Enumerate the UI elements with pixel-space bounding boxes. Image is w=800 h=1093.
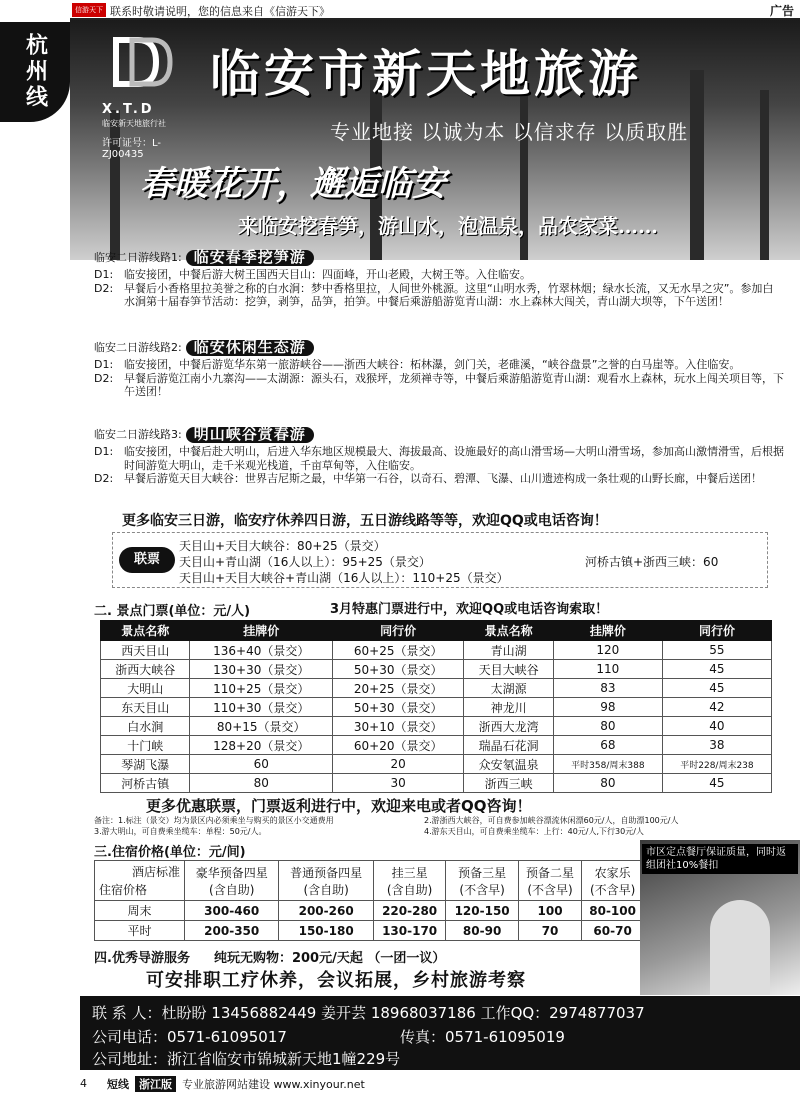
route-day: D2: 早餐后游览江南小九寨沟——太湖源：源头石，戏猴坪，龙须禅寺等，中餐后乘游船游览青山湖：观看水上森林，玩水上闯关项目等，下午送团！ (94, 371, 784, 398)
tree-silhouette (760, 90, 769, 260)
table-cell: 68 (553, 736, 662, 755)
table-cell: 浙西大龙湾 (464, 717, 553, 736)
table-cell: 琴湖飞瀑 (101, 755, 190, 774)
route-day: D1: 临安接团，中餐后游览华东第一旅游峡谷——浙西大峡谷：柘林瀑，剑门关，老碓溪，“峡谷盘景”之誉的白马崖等。入住临安。 (94, 358, 741, 371)
xtd-logo-icon (110, 34, 174, 90)
table-cell: 十门峡 (101, 736, 190, 755)
edition-badge: 浙江版 (135, 1076, 176, 1092)
hotel-section-title: 三.住宿价格(单位：元/间) (94, 845, 246, 860)
column-header: 预备三星 (不含早) (446, 861, 519, 901)
tree-silhouette (690, 70, 704, 260)
table-cell: 60-70 (582, 921, 644, 941)
combo-line: 天目山+青山湖（16人以上）：95+25（景交） (179, 555, 431, 569)
table-corner: 酒店标准 住宿价格 (95, 861, 185, 901)
table-cell: 浙西三峡 (464, 774, 553, 793)
table-cell: 平时 (95, 921, 185, 941)
table-cell: 110+25（景交） (190, 679, 333, 698)
table-cell: 20 (333, 755, 464, 774)
column-header: 景点名称 (464, 621, 553, 641)
table-cell: 80+15（景交） (190, 717, 333, 736)
table-cell: 45 (662, 660, 771, 679)
spa-photo (640, 840, 800, 995)
table-cell: 300-460 (185, 901, 279, 921)
ticket-price-table (100, 620, 772, 793)
combo-ticket-box (112, 532, 768, 588)
table-cell: 大明山 (101, 679, 190, 698)
table-cell: 110+30（景交） (190, 698, 333, 717)
table-cell: 60+20（景交） (333, 736, 464, 755)
spring-tagline: 春暖花开，邂逅临安 (140, 164, 446, 204)
table-cell: 55 (662, 641, 771, 660)
column-header: 挂三星 (含自助) (373, 861, 446, 901)
table-row (101, 736, 772, 755)
route-label: 临安二日游线路1: (94, 251, 182, 265)
table-cell: 浙西大峡谷 (101, 660, 190, 679)
ticket-promo: 3月特惠门票进行中，欢迎QQ或电话咨询索取！ (330, 602, 609, 617)
column-header: 豪华预备四星 (含自助) (185, 861, 279, 901)
top-notice: 联系时敬请说明，您的信息来自《信游天下》 (110, 5, 330, 18)
table-cell: 136+40（景交） (190, 641, 333, 660)
table-cell: 白水涧 (101, 717, 190, 736)
top-bar (70, 0, 800, 20)
table-cell: 98 (553, 698, 662, 717)
guide-price: 纯玩无购物：200元/天起 （一团一议） (213, 951, 446, 966)
contact-box (80, 996, 800, 1070)
guide-service (94, 947, 445, 966)
services-banner: 可安排职工疗休养，会议拓展，乡村旅游考察 (146, 970, 526, 991)
table-header (101, 621, 772, 641)
table-row (101, 679, 772, 698)
table-cell: 45 (662, 679, 771, 698)
hero-banner (70, 20, 800, 260)
table-cell: 80 (553, 717, 662, 736)
table-cell: 80-90 (446, 921, 519, 941)
table-cell: 60+25（景交） (333, 641, 464, 660)
table-cell: 100 (518, 901, 581, 921)
column-header: 挂牌价 (190, 621, 333, 641)
route-1 (94, 248, 784, 309)
more-routes-notice: 更多临安三日游，临安疗休养四日游，五日游线路等等，欢迎QQ或电话咨询！ (122, 513, 608, 529)
activity-tagline: 来临安挖春笋，游山水，泡温泉，品农家菜…… (238, 214, 658, 238)
table-cell: 平时228/周末238 (662, 755, 771, 774)
table-cell: 42 (662, 698, 771, 717)
table-cell: 80 (553, 774, 662, 793)
column-header: 挂牌价 (553, 621, 662, 641)
table-cell: 80-100 (582, 901, 644, 921)
table-row (101, 755, 772, 774)
company-logo (82, 30, 202, 160)
license-number: 许可证号：L-ZJ00435 (102, 138, 162, 160)
table-cell: 60 (190, 755, 333, 774)
page-footer (80, 1074, 800, 1093)
combo-line: 天目山+天目大峡谷+青山湖（16人以上）：110+25（景交） (179, 571, 509, 585)
ad-label: 广告 (769, 4, 794, 18)
region-tab: 杭州线 (0, 22, 70, 122)
table-cell: 200-260 (279, 901, 373, 921)
table-row (101, 717, 772, 736)
table-cell: 众安氡温泉 (464, 755, 553, 774)
route-2 (94, 338, 784, 399)
table-cell: 220-280 (373, 901, 446, 921)
table-cell: 50+30（景交） (333, 698, 464, 717)
table-header (95, 861, 644, 901)
table-cell: 河桥古镇 (101, 774, 190, 793)
table-cell: 神龙川 (464, 698, 553, 717)
column-header: 同行价 (662, 621, 771, 641)
footer-site: 专业旅游网站建设 www.xinyour.net (182, 1077, 365, 1091)
company-title: 临安市新天地旅游 (210, 45, 642, 103)
table-cell: 50+30（景交） (333, 660, 464, 679)
table-row (101, 698, 772, 717)
table-row (101, 641, 772, 660)
route-badge: 临安休闲生态游 (186, 340, 314, 356)
guide-title: 四.优秀导游服务 (94, 951, 190, 966)
note: 3.游大明山，可自费乘坐缆车：单程：50元/人。 (94, 827, 267, 836)
table-cell: 40 (662, 717, 771, 736)
column-header: 农家乐 (不含早) (582, 861, 644, 901)
footer-brand: 短线 (107, 1077, 129, 1091)
table-cell: 青山湖 (464, 641, 553, 660)
table-cell: 20+25（景交） (333, 679, 464, 698)
table-cell: 周末 (95, 901, 185, 921)
table-cell: 110 (553, 660, 662, 679)
route-3 (94, 425, 784, 486)
table-cell: 30+10（景交） (333, 717, 464, 736)
table-cell: 130+30（景交） (190, 660, 333, 679)
route-day: D1: 临安接团，中餐后赴大明山，后进入华东地区规模最大、海拔最高、设施最好的高山滑雪场—大明山滑雪场，参加高山激情滑雪，后根据时间游览大明山，走千米观光栈道，千亩草甸等，入住临安。 (94, 445, 784, 472)
contact-address: 公司地址：浙江省临安市锦城新天地1幢229号 (92, 1050, 401, 1068)
route-label: 临安二日游线路3: (94, 428, 182, 442)
logo-abbr: X.T.D (102, 102, 155, 117)
table-cell: 西天目山 (101, 641, 190, 660)
route-day: D2: 早餐后小香格里拉美誉之称的白水涧：梦中香格里拉，人间世外桃源。这里“山明水秀，竹翠林烟；绿水长流，又无水旱之灾”。参加白水涧第十届春笋节活动：挖笋，剥笋，品笋，拍笋。中餐后乘游船游览青山湖：水上森林大闯关，青山湖大坝等，下午送团！ (94, 281, 774, 308)
restaurant-note: 市区定点餐厅保证质量，同时返组团社10%餐扣 (642, 844, 798, 874)
table-cell: 120 (553, 641, 662, 660)
route-badge: 明山峡谷赏春游 (186, 427, 314, 443)
table-cell: 150-180 (279, 921, 373, 941)
note: 2.游浙西大峡谷，可自费参加峡谷漂流休闲漂60元/人，自助漂100元/人 (424, 816, 679, 825)
table-row (101, 774, 772, 793)
logo-agency-name: 临安新天地旅行社 (102, 119, 166, 128)
route-day: D1: 临安接团，中餐后游大树王国西天目山：四面峰，开山老殿，大树王等。入住临安。 (94, 268, 531, 281)
page-number: 4 (80, 1077, 87, 1090)
contact-fax: 传真：0571-61095019 (400, 1028, 565, 1046)
table-cell: 太湖源 (464, 679, 553, 698)
hotel-price-table (94, 860, 644, 941)
bather-figure (710, 900, 770, 995)
contact-people: 联 系 人：杜盼盼 13456882449 姜开芸 18968037186 工作QQ：2974877037 (92, 1004, 645, 1022)
table-row (95, 921, 644, 941)
combo-line: 河桥古镇+浙西三峡：60 (585, 555, 719, 569)
table-row (101, 660, 772, 679)
combo-promo: 更多优惠联票，门票返利进行中，欢迎来电或者QQ咨询！ (146, 797, 532, 815)
note: 4.游东天目山，可自费乘坐缆车：上行：40元/人,下行30元/人 (424, 827, 644, 836)
route-label: 临安二日游线路2: (94, 341, 182, 355)
table-cell: 128+20（景交） (190, 736, 333, 755)
column-header: 同行价 (333, 621, 464, 641)
column-header: 预备二星 (不含早) (518, 861, 581, 901)
table-row (95, 901, 644, 921)
contact-phone: 公司电话：0571-61095017 (92, 1028, 287, 1046)
table-cell: 38 (662, 736, 771, 755)
column-header: 景点名称 (101, 621, 190, 641)
table-cell: 130-170 (373, 921, 446, 941)
table-cell: 80 (190, 774, 333, 793)
ticket-section-title: 二. 景点门票(单位：元/人) (94, 604, 251, 619)
notes (94, 815, 784, 837)
table-cell: 70 (518, 921, 581, 941)
table-cell: 东天目山 (101, 698, 190, 717)
publisher-logo: 信游天下 (72, 3, 106, 17)
table-cell: 瑞晶石花洞 (464, 736, 553, 755)
company-slogan: 专业地接 以诚为本 以信求存 以质取胜 (330, 120, 689, 144)
route-badge: 临安春季挖笋游 (186, 250, 314, 266)
table-cell: 天目大峡谷 (464, 660, 553, 679)
combo-badge: 联票 (119, 547, 175, 573)
table-cell: 200-350 (185, 921, 279, 941)
route-day: D2: 早餐后游览天目大峡谷：世界吉尼斯之最，中华第一石谷，以奇石、碧潭、飞瀑、山川遗迹构成一条壮观的山野长廊，中餐后送团！ (94, 472, 762, 485)
table-cell: 平时358/周末388 (553, 755, 662, 774)
table-cell: 120-150 (446, 901, 519, 921)
table-cell: 30 (333, 774, 464, 793)
column-header: 普通预备四星 (含自助) (279, 861, 373, 901)
note: 备注：1.标注（景交）均为景区内必须乘坐与购买的景区小交通费用 (94, 816, 334, 825)
table-cell: 83 (553, 679, 662, 698)
table-cell: 45 (662, 774, 771, 793)
combo-line: 天目山+天目大峡谷：80+25（景交） (179, 539, 386, 553)
